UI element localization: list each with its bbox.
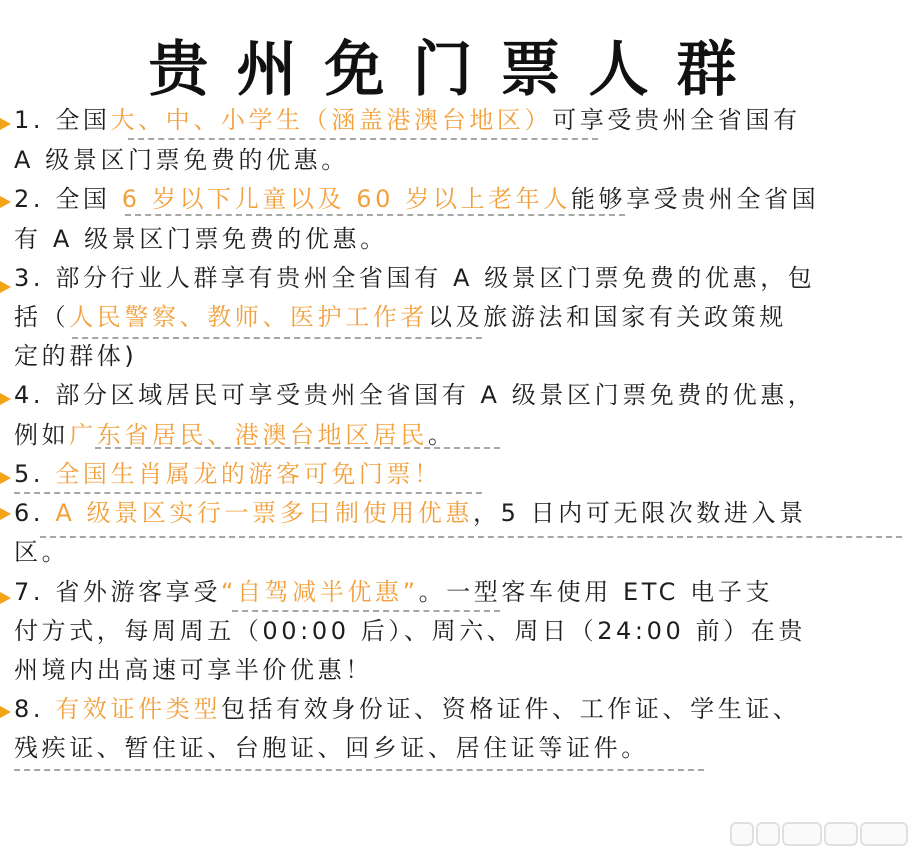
body-text: 有 A 级景区门票免费的优惠。 [14,225,388,253]
body-text: 5. [14,460,56,488]
body-text: 区。 [14,538,70,566]
highlighted-text: 全国生肖属龙的游客可免门票！ [55,460,442,488]
bullet-arrow-icon [0,118,11,130]
body-text: 例如 [14,421,70,449]
dashed-underline [95,447,500,449]
body-text: 6. [14,499,56,527]
dashed-underline [40,536,902,538]
body-text: 州境内出高速可享半价优惠！ [14,656,373,684]
highlighted-text: 广东省居民、港澳台地区居民 [69,421,429,449]
dashed-underline [128,138,598,140]
highlighted-text: 6 岁以下儿童以及 60 岁以上老年人 [121,185,571,213]
text-line [14,611,806,651]
text-line [14,650,373,690]
body-text: 包括有效身份证、资格证件、工作证、学生证、 [220,695,801,723]
highlighted-text: “自驾减半优惠” [220,578,419,606]
text-line [14,493,807,533]
page-title: 贵州免门票人群 [148,35,765,105]
body-text: 付方式，每周周五（00:00 后）、周六、周日（24:00 前）在贵 [14,617,806,645]
highlighted-text: 人民警察、教师、医护工作者 [69,303,429,331]
text-line [14,140,349,180]
body-text: 2. 全国 [14,185,122,213]
body-text: 。一型客车使用 ETC 电子支 [418,578,774,606]
bullet-arrow-icon [0,706,11,718]
text-line [14,375,815,415]
watermark-logo [730,822,910,844]
text-line [14,100,801,140]
body-text: 1. 全国 [14,106,111,134]
body-text: 括（ [14,303,70,331]
bullet-arrow-icon [0,393,11,405]
dashed-underline [125,214,625,216]
text-line [14,454,442,494]
highlighted-text: A 级景区实行一票多日制使用优惠 [55,499,473,527]
body-text: 定的群体) [14,342,138,370]
body-text: A 级景区门票免费的优惠。 [14,146,349,174]
body-text: 8. [14,695,56,723]
dashed-underline [14,769,704,771]
body-text: 7. 省外游客享受 [14,578,221,606]
highlighted-text: 有效证件类型 [55,695,221,723]
text-line [14,258,815,298]
dashed-underline [72,337,482,339]
body-text: 以及旅游法和国家有关政策规 [428,303,787,331]
text-line [14,415,456,455]
bullet-arrow-icon [0,592,11,604]
bullet-arrow-icon [0,508,11,520]
dashed-underline [232,610,500,612]
body-text: 可享受贵州全省国有 [552,106,801,134]
text-line [14,336,137,376]
bullet-arrow-icon [0,472,11,484]
body-text: 。 [428,421,456,449]
text-line [14,689,801,729]
body-text: 3. 部分行业人群享有贵州全省国有 A 级景区门票免费的优惠，包 [14,264,816,292]
highlighted-text: 大、中、小学生（涵盖港澳台地区） [110,106,553,134]
bullet-arrow-icon [0,281,11,293]
dashed-underline [14,492,482,494]
bullet-arrow-icon [0,196,11,208]
text-line [14,219,388,259]
text-line [14,532,69,572]
body-text: 4. 部分区域居民可享受贵州全省国有 A 级景区门票免费的优惠， [14,381,816,409]
text-line [14,179,819,219]
body-text: 能够享受贵州全省国 [570,185,820,213]
text-line [14,572,773,612]
body-text: 残疾证、暂住证、台胞证、回乡证、居住证等证件。 [14,734,649,762]
body-text: ，5 日内可无限次数进入景 [472,499,807,527]
text-line [14,297,787,337]
text-line [14,728,649,768]
